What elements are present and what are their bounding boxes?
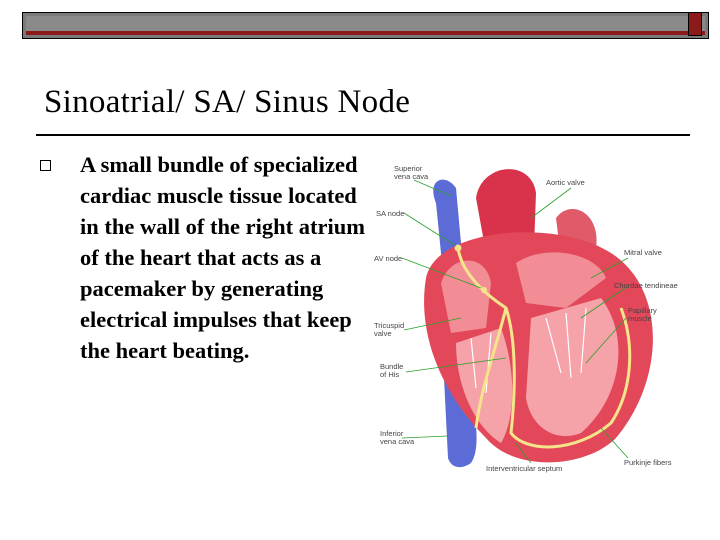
label-tricuspid-valve: Tricuspid valve — [374, 321, 405, 338]
av-node-dot — [481, 287, 487, 293]
title-divider — [36, 134, 690, 136]
label-purkinje-fibers: Purkinje fibers — [624, 458, 672, 467]
label-papillary-muscle: Papillary muscle — [628, 306, 657, 323]
label-mitral-valve: Mitral valve — [624, 248, 662, 257]
label-chordae-tendineae: Chordae tendineae — [614, 281, 678, 290]
label-sa-node: SA node — [376, 209, 405, 218]
label-superior-vena-cava: Superior vena cava — [394, 164, 429, 181]
label-av-node: AV node — [374, 254, 403, 263]
corner-accent-square — [688, 12, 702, 36]
slide-title: Sinoatrial/ SA/ Sinus Node — [44, 84, 411, 120]
bullet-text: A small bundle of specialized cardiac muscle tissue located in the wall of the right atrium of the heart that acts as a pacemaker by generating electrical impulses that keep the heart beating. — [80, 152, 365, 363]
top-bar-inner — [26, 16, 705, 35]
label-aortic-valve: Aortic valve — [546, 178, 585, 187]
label-bundle-of-his: Bundle of His — [380, 362, 404, 379]
hollow-square-bullet-icon — [40, 160, 51, 171]
label-interventricular-septum: Interventricular septum — [486, 464, 563, 473]
label-inferior-vena-cava: Inferior vena cava — [380, 429, 415, 446]
top-decorative-bar — [22, 12, 709, 39]
heart-conduction-diagram — [366, 158, 696, 478]
